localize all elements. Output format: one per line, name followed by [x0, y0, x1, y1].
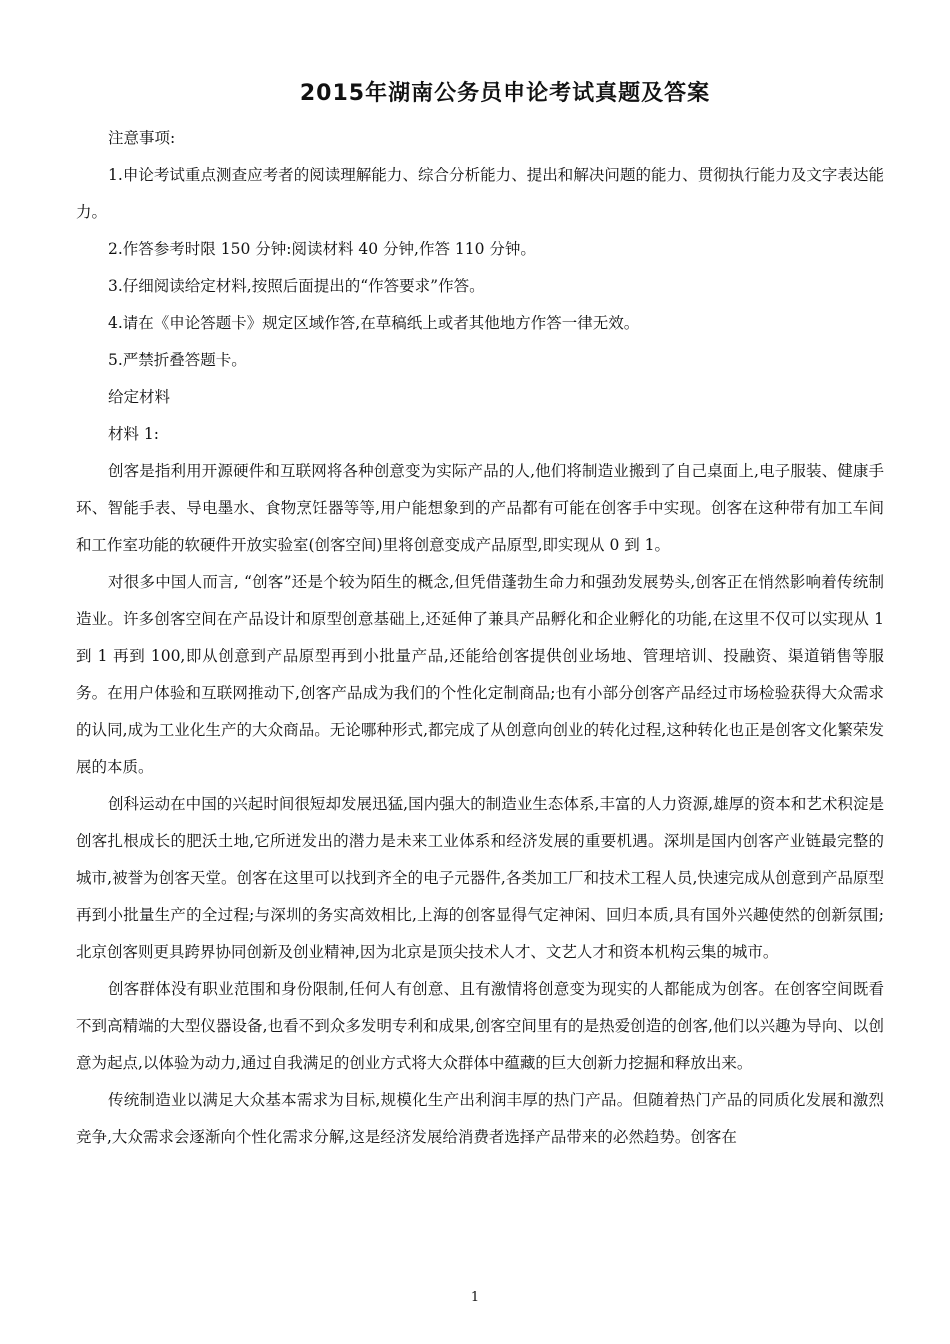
- material-1-heading: 材料 1:: [108, 425, 160, 443]
- notice-item-2: 2.作答参考时限 150 分钟:阅读材料 40 分钟,作答 110 分钟。: [108, 240, 536, 258]
- notice-item-5: 5.严禁折叠答题卡。: [108, 351, 247, 369]
- document-body: [76, 120, 884, 1156]
- material-paragraph-2: 对很多中国人而言, “创客”还是个较为陌生的概念,但凭借蓬勃生命力和强劲发展势头,创客正在悄然影响着传统制造业。许多创客空间在产品设计和原型创意基础上,还延伸了兼具产品孵化和企业孵化的功能,在这里不仅可以实现从 1 到 1 再到 100,即从创意到产品原型再到小批量产品,还能给创客提供创业场地、管理培训、投融资、渠道销售等服务。在用户体验和互联网推动下,创客产品成为我们的个性化定制商品;也有小部分创客产品经过市场检验获得大众需求的认同,成为工业化生产的大众商品。无论哪种形式,都完成了从创意向创业的转化过程,这种转化也正是创客文化繁荣发展的本质。: [76, 573, 884, 776]
- page-number: 1: [470, 1290, 480, 1305]
- material-paragraph-3: 创科运动在中国的兴起时间很短却发展迅猛,国内强大的制造业生态体系,丰富的人力资源,雄厚的资本和艺术积淀是创客扎根成长的肥沃土地,它所迸发出的潜力是未来工业体系和经济发展的重要机遇。深圳是国内创客产业链最完整的城市,被誉为创客天堂。创客在这里可以找到齐全的电子元器件,各类加工厂和技术工程人员,快速完成从创意到产品原型再到小批量生产的全过程;与深圳的务实高效相比,上海的创客显得气定神闲、回归本质,具有国外兴趣使然的创新氛围;北京创客则更具跨界协同创新及创业精神,因为北京是顶尖技术人才、文艺人才和资本机构云集的城市。: [76, 795, 884, 961]
- notice-item-3: 3.仔细阅读给定材料,按照后面提出的“作答要求”作答。: [108, 277, 485, 295]
- material-paragraph-5: 传统制造业以满足大众基本需求为目标,规模化生产出利润丰厚的热门产品。但随着热门产品的同质化发展和激烈竞争,大众需求会逐渐向个性化需求分解,这是经济发展给消费者选择产品带来的必然趋势。创客在: [76, 1091, 884, 1146]
- material-paragraph-1: 创客是指利用开源硬件和互联网将各种创意变为实际产品的人,他们将制造业搬到了自己桌面上,电子服装、健康手环、智能手表、导电墨水、食物烹饪器等等,用户能想象到的产品都有可能在创客手中实现。创客在这种带有加工车间和工作室功能的软硬件开放实验室(创客空间)里将创意变成产品原型,即实现从 0 到 1。: [76, 462, 884, 554]
- materials-heading: 给定材料: [108, 388, 171, 406]
- notice-heading: 注意事项:: [108, 129, 176, 147]
- notice-item-4: 4.请在《申论答题卡》规定区域作答,在草稿纸上或者其他地方作答一律无效。: [108, 314, 640, 332]
- document-title: 2015年湖南公务员申论考试真题及答案: [299, 81, 711, 106]
- material-paragraph-4: 创客群体没有职业范围和身份限制,任何人有创意、且有激情将创意变为现实的人都能成为创客。在创客空间既看不到高精端的大型仪器设备,也看不到众多发明专利和成果,创客空间里有的是热爱创造的创客,他们以兴趣为导向、以创意为起点,以体验为动力,通过自我满足的创业方式将大众群体中蕴藏的巨大创新力挖掘和释放出来。: [76, 980, 884, 1072]
- notice-item-1: 1.申论考试重点测查应考者的阅读理解能力、综合分析能力、提出和解决问题的能力、贯彻执行能力及文字表达能力。: [76, 166, 884, 221]
